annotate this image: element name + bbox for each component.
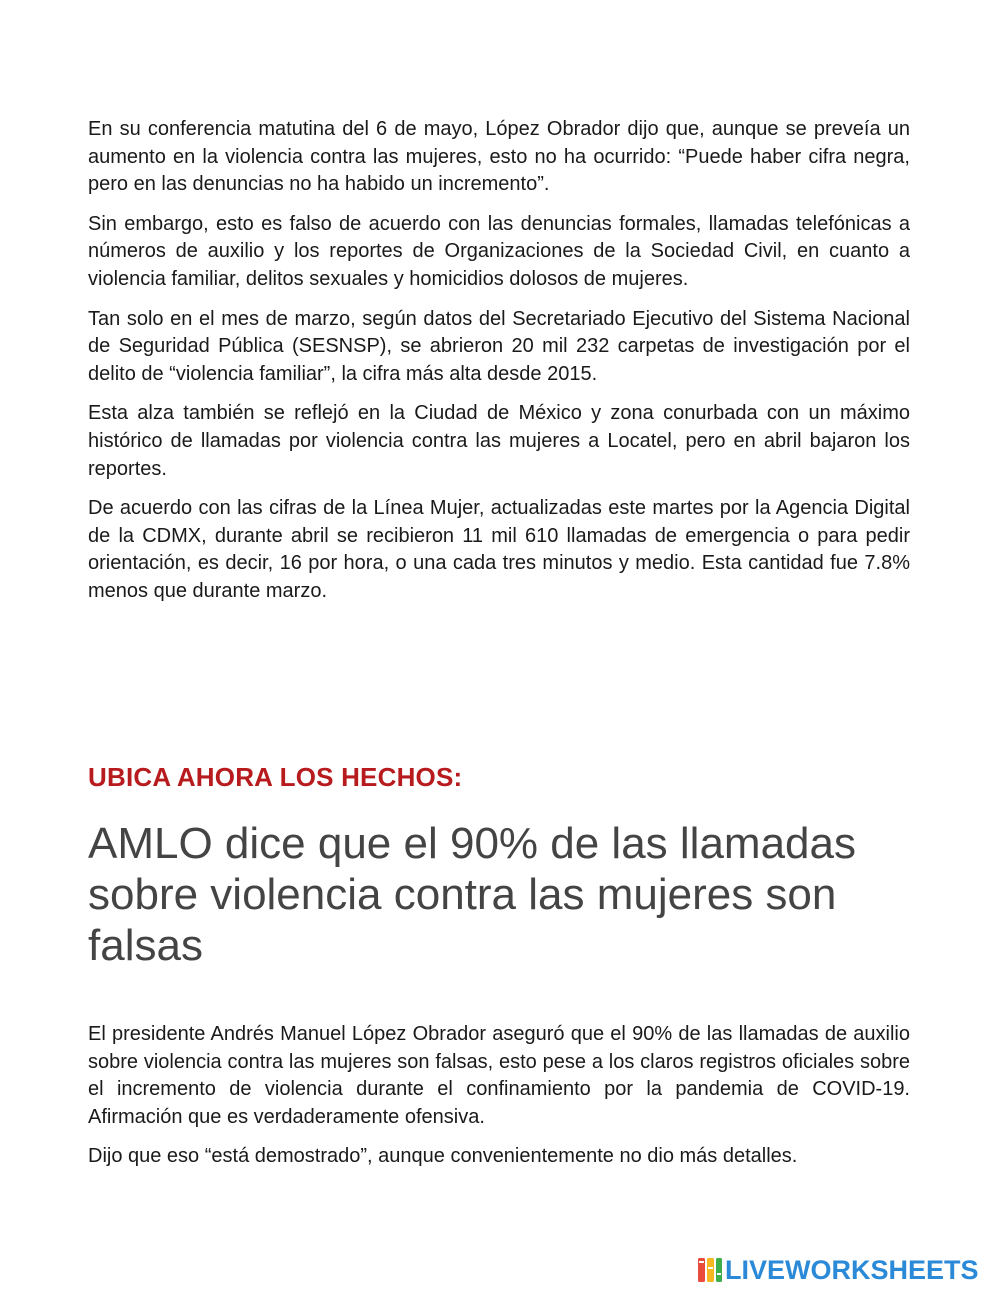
brand-name: LIVEWORKSHEETS <box>725 1255 979 1285</box>
activity-heading: UBICA AHORA LOS HECHOS: <box>88 762 463 792</box>
news-paragraph-1: El presidente Andrés Manuel López Obrador aseguró que el 90% de las llamadas de auxilio sobre violencia contra las mujeres son falsas, esto pese a los claros registros oficiales sobre el incremento de violencia durante el confinamiento por la pandemia de COVID-19. Afirmación que es verdaderamente ofensiva. <box>88 1023 910 1128</box>
liveworksheets-branding <box>697 1256 979 1284</box>
news-body <box>88 1021 910 1183</box>
news-paragraph-2: Dijo que eso “está demostrado”, aunque convenientemente no dio más detalles. <box>88 1145 798 1168</box>
article-paragraph-5: De acuerdo con las cifras de la Línea Mujer, actualizadas este martes por la Agencia Digital de la CDMX, durante abril se recibieron 11 mil 610 llamadas de emergencia o para pedir orientación, es decir, 16 por hora, o una cada tres minutos y medio. Esta cantidad fue 7.8% menos que durante marzo. <box>88 497 910 602</box>
article-paragraph-4: Esta alza también se reflejó en la Ciudad de México y zona conurbada con un máximo histórico de llamadas por violencia contra las mujeres a Locatel, pero en abril bajaron los reportes. <box>88 402 910 480</box>
liveworksheets-logo-icon <box>697 1257 723 1283</box>
news-headline: AMLO dice que el 90% de las llamadas sobre violencia contra las mujeres son falsas <box>88 819 856 970</box>
article-paragraph-1: En su conferencia matutina del 6 de mayo, López Obrador dijo que, aunque se preveía un aumento en la violencia contra las mujeres, esto no ha ocurrido: “Puede haber cifra negra, pero en las denuncias no ha habido un incremento”. <box>88 118 910 196</box>
article-body <box>88 116 910 618</box>
article-paragraph-3: Tan solo en el mes de marzo, según datos del Secretariado Ejecutivo del Sistema Nacional de Seguridad Pública (SESNSP), se abrieron 20 mil 232 carpetas de investigación por el delito de “violencia familiar”, la cifra más alta desde 2015. <box>88 307 910 385</box>
article-paragraph-2: Sin embargo, esto es falso de acuerdo con las denuncias formales, llamadas telefónicas a números de auxilio y los reportes de Organizaciones de la Sociedad Civil, en cuanto a violencia familiar, delitos sexuales y homicidios dolosos de mujeres. <box>88 212 910 290</box>
